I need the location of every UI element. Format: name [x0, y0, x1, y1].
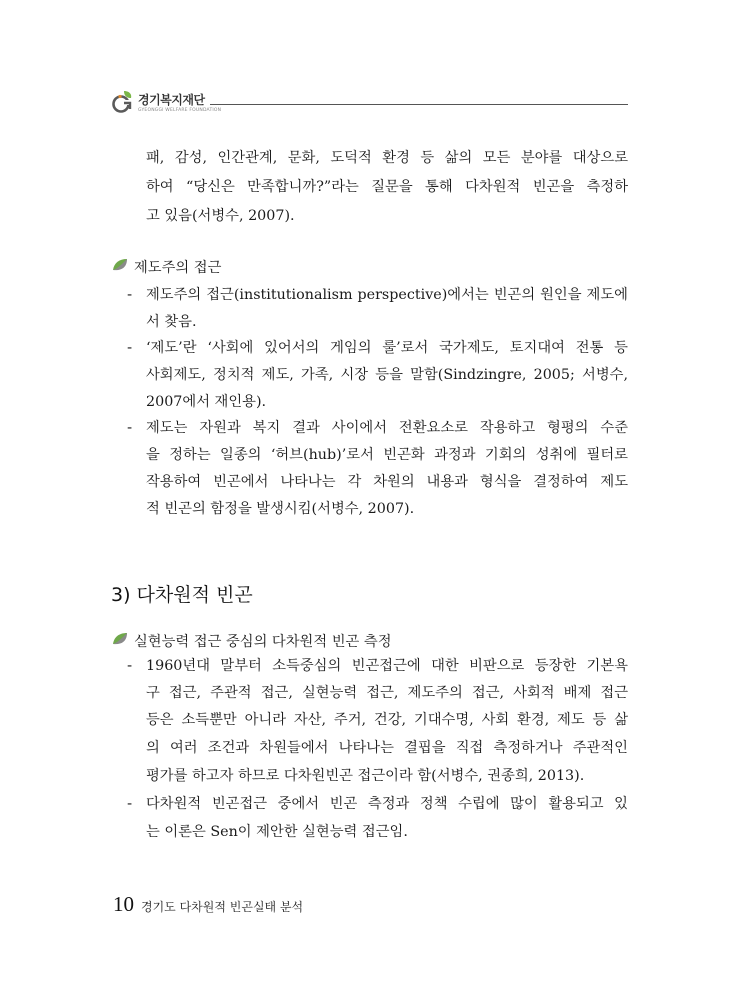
org-name: 경기복지재단	[138, 93, 205, 107]
block1-item2-line: 2007에서 재인용).	[146, 394, 267, 410]
block2-item1-line: 의 여러 조건과 차원들에서 나타나는 결핍을 직접 측정하거나 주관적인	[146, 740, 628, 756]
block1-item2-line: ‘제도’란 ‘사회에 있어서의 게임의 룰’로서 국가제도, 토지대여 전통 등	[146, 340, 628, 356]
footer-title: 경기도 다차원적 빈곤실태 분석	[141, 900, 304, 914]
bullet-leaf-icon	[112, 632, 128, 646]
block1-item2-line: 사회제도, 정치적 제도, 가족, 시장 등을 말함(Sindzingre, 2005; 서병수,	[146, 367, 628, 383]
dash-marker: -	[127, 658, 133, 674]
block2-heading: 실현능력 접근 중심의 다차원적 빈곤 측정	[134, 634, 392, 650]
block2-item2-line: 는 이론은 Sen이 제안한 실현능력 접근임.	[146, 824, 408, 840]
block1-heading: 제도주의 접근	[134, 260, 222, 276]
block2-item1-line: 1960년대 말부터 소득중심의 빈곤접근에 대한 비판으로 등장한 기본욕	[146, 658, 628, 674]
foundation-logo-icon	[112, 90, 134, 114]
block1-item1-line: 서 찾음.	[146, 314, 197, 330]
intro-line: 하여 “당신은 만족합니까?”라는 질문을 통해 다차원적 빈곤을 측정하	[146, 179, 629, 195]
org-subtitle: GYEONGGI WELFARE FOUNDATION	[138, 108, 222, 113]
block2-item1-line: 평가를 하고자 하므로 다차원빈곤 접근이라 함(서병수, 권종희, 2013).	[146, 768, 585, 784]
block1-item3-line: 제도는 자원과 복지 결과 사이에서 전환요소로 작용하고 형평의 수준	[146, 420, 629, 436]
intro-line: 고 있음(서병수, 2007).	[146, 208, 295, 224]
header-rule	[210, 104, 628, 105]
block2-item1-line: 구 접근, 주관적 접근, 실현능력 접근, 제도주의 접근, 사회적 배제 접근	[146, 685, 629, 701]
block2-item2-line: 다차원적 빈곤접근 중에서 빈곤 측정과 정책 수립에 많이 활용되고 있	[146, 796, 628, 812]
intro-line: 패, 감성, 인간관계, 문화, 도덕적 환경 등 삶의 모든 분야를 대상으로	[146, 150, 629, 166]
dash-marker: -	[127, 340, 133, 356]
section-title: 3) 다차원적 빈곤	[111, 584, 253, 606]
dash-marker: -	[127, 287, 133, 303]
block1-item3-line: 작용하여 빈곤에서 나타나는 각 차원의 내용과 형식을 결정하여 제도	[146, 474, 629, 490]
block2-item1-line: 등은 소득뿐만 아니라 자산, 주거, 건강, 기대수명, 사회 환경, 제도 등 삶	[146, 712, 629, 728]
dash-marker: -	[127, 420, 133, 436]
dash-marker: -	[127, 796, 133, 812]
block1-item1-line: 제도주의 접근(institutionalism perspective)에서는 빈곤의 원인을 제도에	[146, 287, 628, 303]
page-number: 10	[113, 892, 134, 916]
page-header	[112, 88, 628, 118]
bullet-leaf-icon	[112, 258, 128, 272]
block1-item3-line: 적 빈곤의 함정을 발생시킴(서병수, 2007).	[146, 501, 415, 517]
block1-item3-line: 을 정하는 일종의 ‘허브(hub)’로서 빈곤화 과정과 기회의 성취에 필터로	[146, 447, 628, 463]
